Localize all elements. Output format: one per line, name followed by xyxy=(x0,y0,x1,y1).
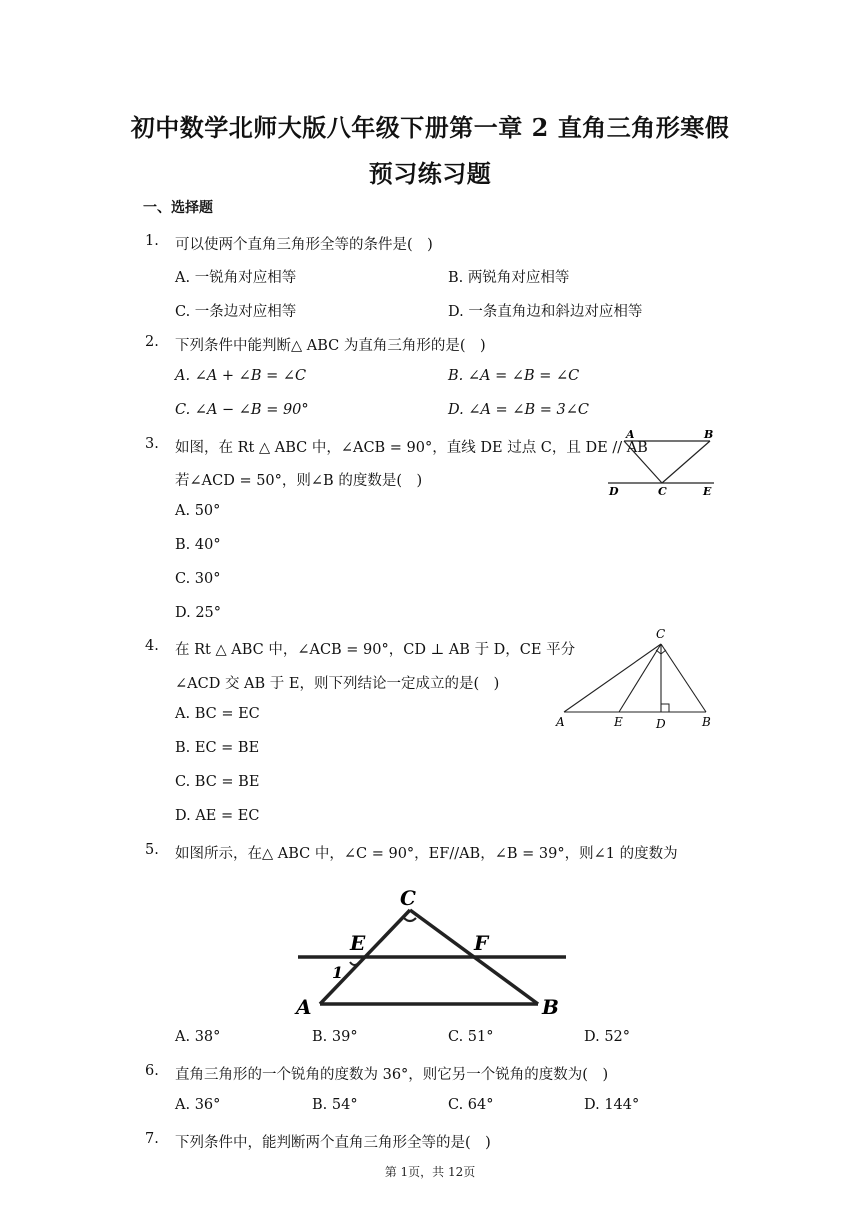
segment-ac xyxy=(564,644,661,712)
label-b: B xyxy=(704,428,714,441)
option-d[interactable]: D. ∠A = ∠B = 3∠C xyxy=(448,402,589,418)
question-number: 6. xyxy=(145,1063,159,1079)
figure-q3 xyxy=(602,425,720,501)
question-number: 7. xyxy=(145,1131,159,1147)
option-b[interactable]: B. 两锐角对应相等 xyxy=(448,270,570,286)
label-c: C xyxy=(656,627,666,641)
right-angle-mark-c xyxy=(404,918,416,921)
option-b[interactable]: B. 39° xyxy=(312,1029,358,1045)
label-a: A xyxy=(296,995,312,1019)
question-number: 2. xyxy=(145,334,159,350)
label-d: D xyxy=(656,717,666,731)
question-text: 直角三角形的一个锐角的度数为 36°，则它另一个锐角的度数为( ) xyxy=(175,1067,609,1083)
question-text-line1: 如图，在 Rt △ ABC 中，∠ACB = 90°，直线 DE 过点 C，且 DE // AB xyxy=(175,440,648,456)
option-c[interactable]: C. 51° xyxy=(448,1029,494,1045)
option-a[interactable]: A. 50° xyxy=(175,503,221,519)
option-d[interactable]: D. 25° xyxy=(175,605,222,621)
figure-q4 xyxy=(550,622,720,732)
option-d[interactable]: D. 一条直角边和斜边对应相等 xyxy=(448,304,643,320)
question-number: 4. xyxy=(145,638,159,654)
section-title: 一、选择题 xyxy=(143,200,213,216)
label-c: C xyxy=(400,886,416,910)
question-text-line2: 若∠ACD = 50°，则∠B 的度数是( ) xyxy=(175,473,423,489)
question-text: 可以使两个直角三角形全等的条件是( ) xyxy=(175,237,433,253)
option-b[interactable]: B. EC = BE xyxy=(175,740,260,756)
right-angle-mark-d xyxy=(661,704,669,712)
option-d[interactable]: D. 52° xyxy=(584,1029,631,1045)
question-text-line2: ∠ACD 交 AB 于 E，则下列结论一定成立的是( ) xyxy=(175,676,500,692)
option-a[interactable]: A. 38° xyxy=(175,1029,221,1045)
label-c: C xyxy=(658,485,667,498)
label-b: B xyxy=(702,715,711,729)
question-text: 下列条件中，能判断两个直角三角形全等的是( ) xyxy=(175,1135,491,1151)
page-title-line1: 初中数学北师大版八年级下册第一章 2 直角三角形寒假 xyxy=(130,113,730,142)
option-a[interactable]: A. 36° xyxy=(175,1097,221,1113)
question-number: 1. xyxy=(145,233,159,249)
option-c[interactable]: C. BC = BE xyxy=(175,774,260,790)
segment-bc xyxy=(661,644,706,712)
option-d[interactable]: D. AE = EC xyxy=(175,808,260,824)
label-e: E xyxy=(703,485,712,498)
figure-q5 xyxy=(292,880,572,1020)
option-a[interactable]: A. BC = EC xyxy=(175,706,260,722)
segment-ce xyxy=(619,644,661,712)
option-c[interactable]: C. 30° xyxy=(175,571,221,587)
label-1: 1 xyxy=(332,963,344,982)
label-d: D xyxy=(609,485,619,498)
option-c[interactable]: C. 64° xyxy=(448,1097,494,1113)
option-c[interactable]: C. 一条边对应相等 xyxy=(175,304,297,320)
option-b[interactable]: B. 40° xyxy=(175,537,221,553)
label-a: A xyxy=(556,715,565,729)
label-a: A xyxy=(626,428,635,441)
option-d[interactable]: D. 144° xyxy=(584,1097,640,1113)
angle-1-arc xyxy=(350,962,360,965)
label-b: B xyxy=(542,995,559,1019)
option-c[interactable]: C. ∠A − ∠B = 90° xyxy=(175,402,309,418)
label-f: F xyxy=(474,931,489,955)
option-b[interactable]: B. ∠A = ∠B = ∠C xyxy=(448,368,580,384)
label-e: E xyxy=(350,931,366,955)
segment-ac xyxy=(624,441,662,483)
question-number: 5. xyxy=(145,842,159,858)
question-text-line1: 在 Rt △ ABC 中，∠ACB = 90°，CD ⊥ AB 于 D，CE 平分 xyxy=(175,642,576,658)
segment-bc xyxy=(662,441,710,483)
page-title-line2: 预习练习题 xyxy=(368,159,492,188)
question-text: 如图所示，在△ ABC 中，∠C = 90°，EF//AB，∠B = 39°，则∠1 的度数为 xyxy=(175,846,678,862)
label-e: E xyxy=(614,715,623,729)
option-a[interactable]: A. ∠A + ∠B = ∠C xyxy=(175,368,307,384)
option-a[interactable]: A. 一锐角对应相等 xyxy=(175,270,297,286)
question-number: 3. xyxy=(145,436,159,452)
question-text: 下列条件中能判断△ ABC 为直角三角形的是( ) xyxy=(175,338,486,354)
page-footer: 第 1页，共 12页 xyxy=(384,1165,476,1179)
option-b[interactable]: B. 54° xyxy=(312,1097,358,1113)
